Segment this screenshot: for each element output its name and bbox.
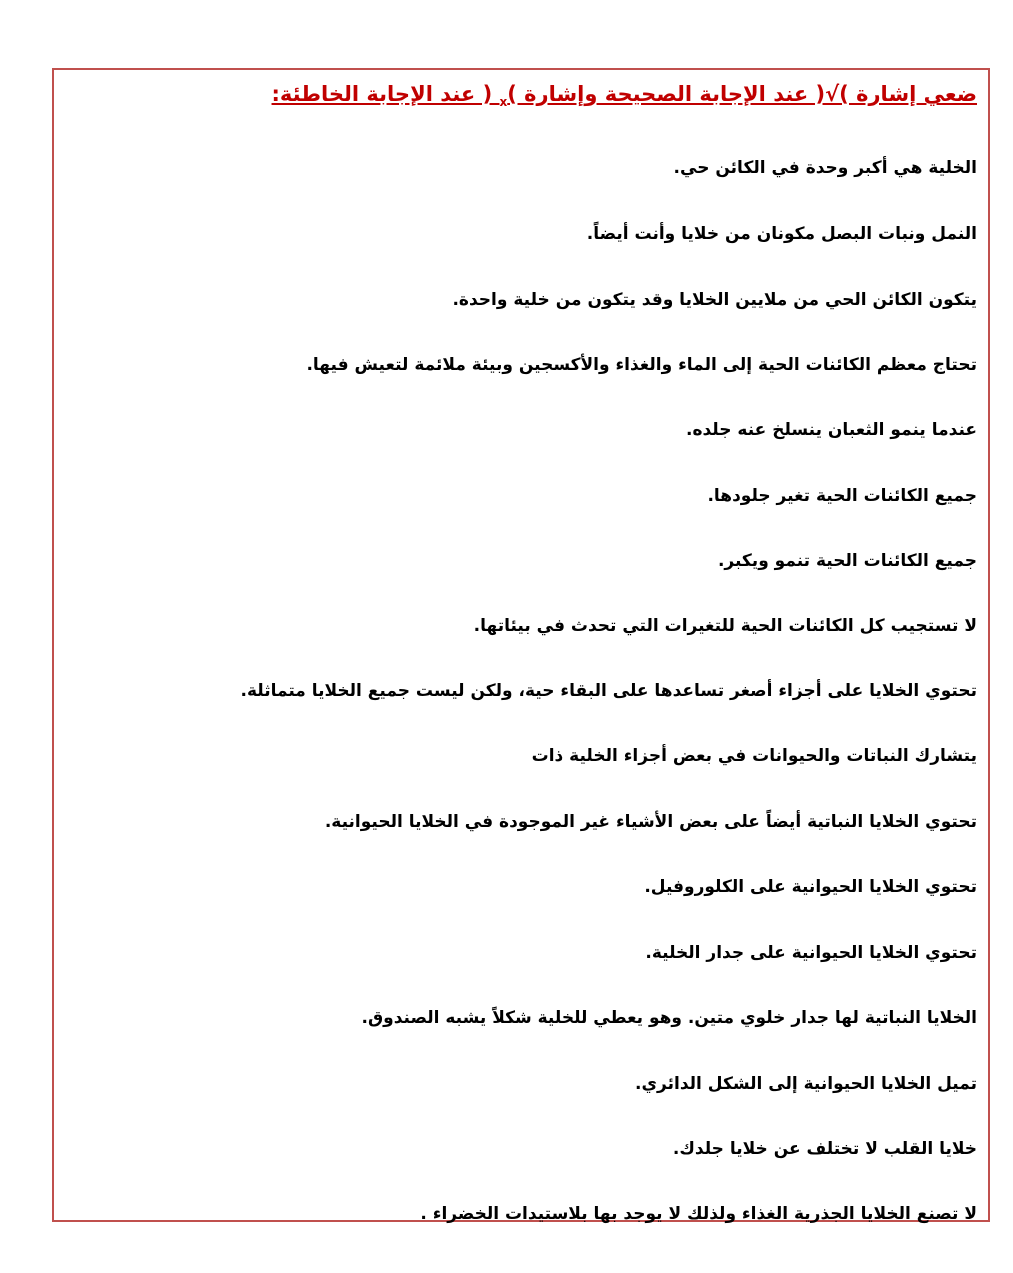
statement-9: تحتوي الخلايا على أجزاء أصغر تساعدها على البقاء حية، ولكن ليست جميع الخلايا متماثلة.	[240, 681, 977, 701]
statement-4: تحتاج معظم الكائنات الحية إلى الماء والغذاء والأكسجين وبيئة ملائمة لتعيش فيها.	[306, 355, 977, 375]
instruction-part-1: ضعي إشارة )√( عند الإجابة الصحيحة وإشارة )	[507, 82, 977, 106]
cross-mark: x	[499, 95, 508, 110]
statement-16: خلايا القلب لا تختلف عن خلايا جلدك.	[672, 1139, 977, 1159]
statement-3: يتكون الكائن الحي من ملايين الخلايا وقد يتكون من خلية واحدة.	[452, 290, 977, 310]
statement-11: تحتوي الخلايا النباتية أيضاً على بعض الأشياء غير الموجودة في الخلايا الحيوانية.	[324, 812, 977, 832]
statement-1: الخلية هي أكبر وحدة في الكائن حي.	[673, 158, 977, 178]
statement-6: جميع الكائنات الحية تغير جلودها.	[707, 486, 977, 506]
statement-2: النمل ونبات البصل مكونان من خلايا وأنت أيضاً.	[586, 224, 977, 244]
statement-7: جميع الكائنات الحية تنمو ويكبر.	[717, 551, 977, 571]
statement-12: تحتوي الخلايا الحيوانية على الكلوروفيل.	[644, 877, 977, 897]
statement-15: تميل الخلايا الحيوانية إلى الشكل الدائري.	[635, 1074, 977, 1094]
instruction-part-2: ( عند الإجابة الخاطئة:	[271, 82, 500, 106]
statement-5: عندما ينمو الثعبان ينسلخ عنه جلده.	[685, 420, 977, 440]
instruction-heading	[272, 82, 977, 109]
statement-10: يتشارك النباتات والحيوانات في بعض أجزاء الخلية ذات	[531, 746, 977, 766]
statement-13: تحتوي الخلايا الحيوانية على جدار الخلية.	[645, 943, 977, 963]
statement-17: لا تصنع الخلايا الجذرية الغذاء ولذلك لا يوجد بها بلاستيدات الخضراء .	[420, 1204, 977, 1224]
statement-14: الخلايا النباتية لها جدار خلوي متين. وهو يعطي للخلية شكلاً يشبه الصندوق.	[361, 1008, 977, 1028]
statement-8: لا تستجيب كل الكائنات الحية للتغيرات التي تحدث في بيئاتها.	[473, 616, 977, 636]
